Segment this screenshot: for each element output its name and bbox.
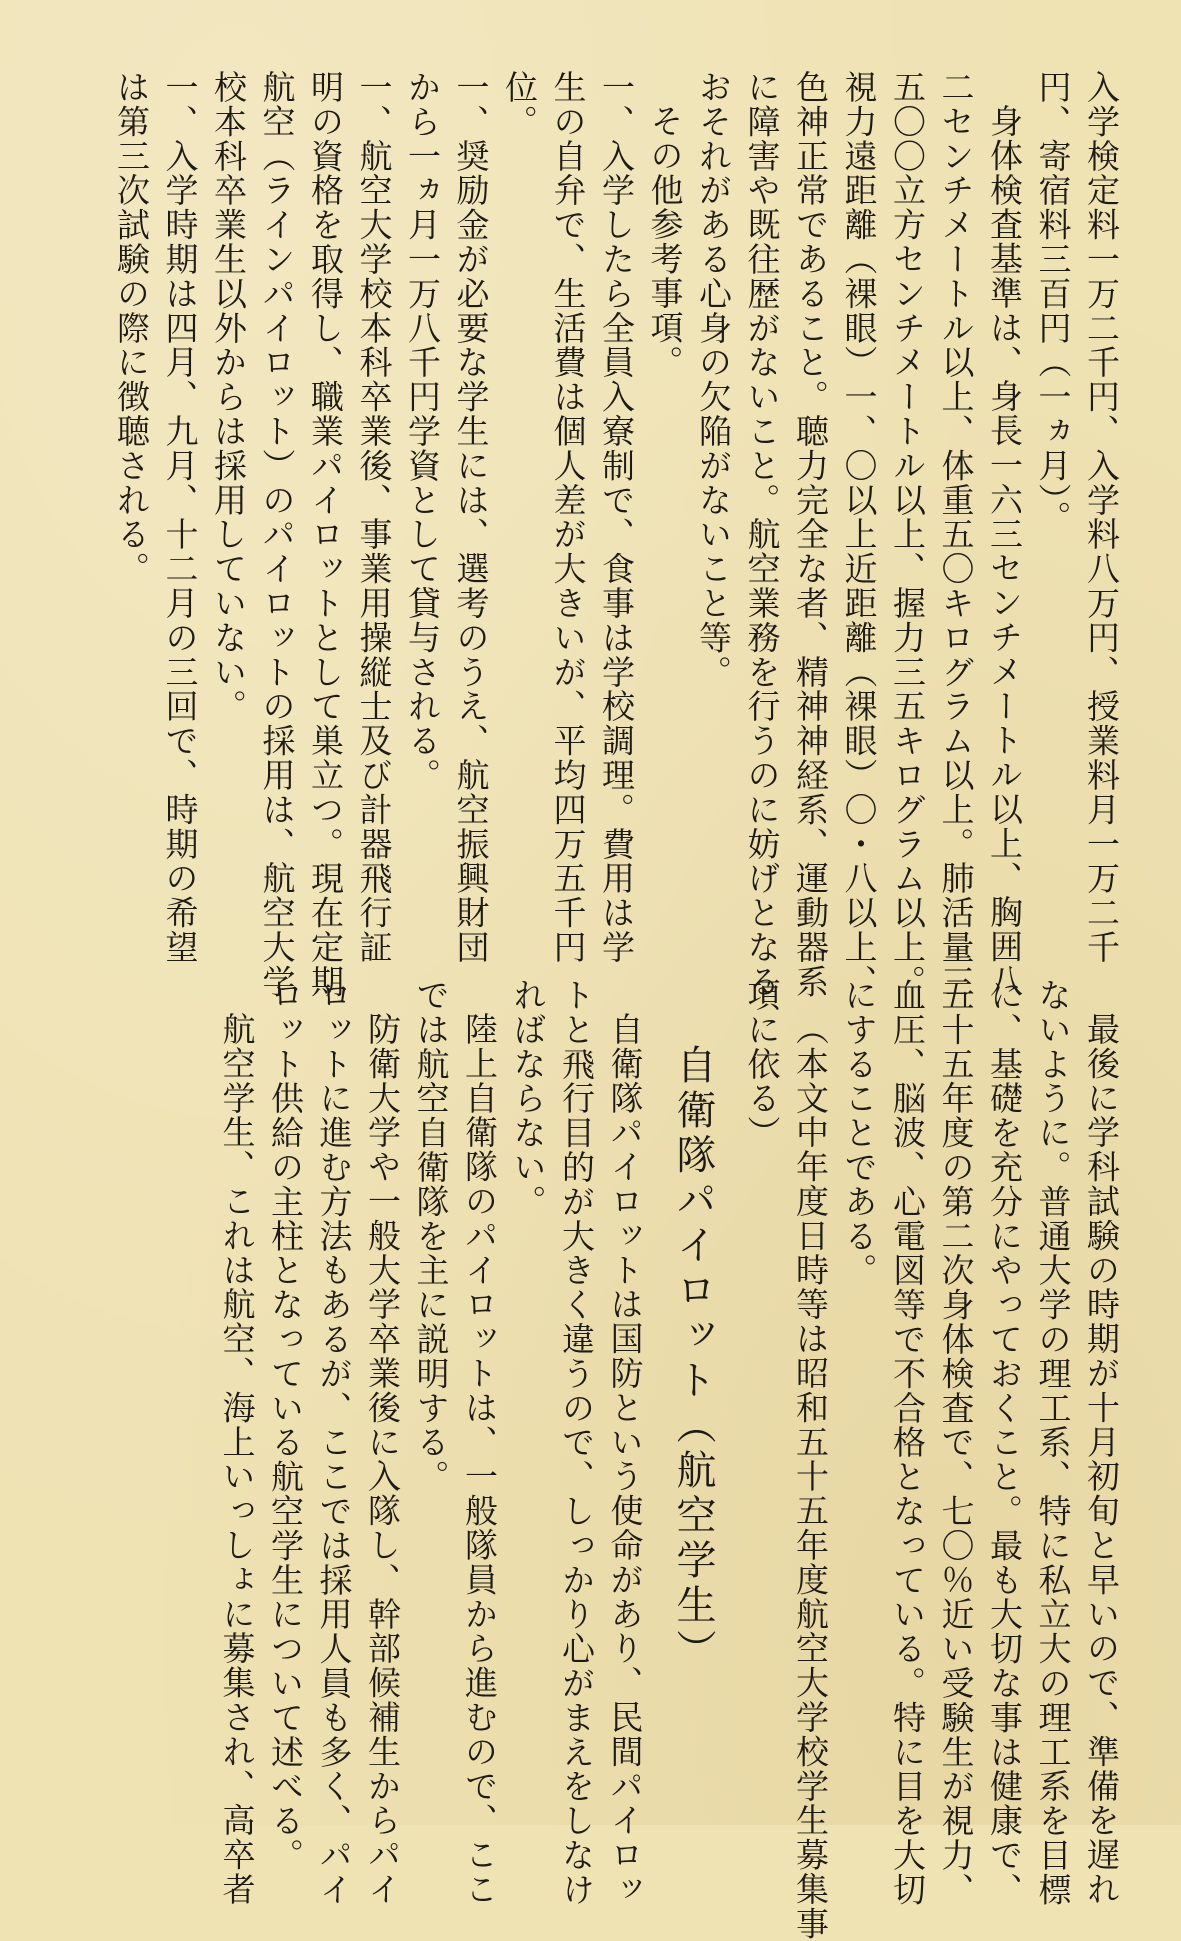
text-column: にすることである。 <box>839 978 879 1288</box>
text-column: 一、入学時期は四月、九月、十二月の三回で、時期の希望 <box>160 70 200 965</box>
text-column: 防衛大学や一般大学卒業後に入隊し、幹部候補生からパイ <box>363 1012 402 1907</box>
text-column: ないように。普通大学の理工系、特に私立大の理工系を目標 <box>1033 978 1073 1907</box>
text-column: 五十五年度の第二次身体検査で、七〇％近い受験生が視力、 <box>936 978 976 1907</box>
text-column: に、基礎を充分にやっておくこと。最も大切な事は健康で、 <box>985 978 1024 1907</box>
text-column: から一ヵ月一万八千円学資として貸与される。 <box>403 70 442 793</box>
text-column: 陸上自衛隊のパイロットは、一般隊員から進むので、ここ <box>460 1012 499 1907</box>
upper-text-block <box>107 36 1126 999</box>
lower-text-block <box>212 944 1125 1941</box>
text-column: 入学検定料一万二千円、入学料八万円、授業料月一万二千 <box>1082 70 1121 965</box>
text-column: 円、寄宿料三百円（一ヵ月）。 <box>1033 70 1073 536</box>
text-column: ロットに進む方法もあるが、ここでは採用人員も多く、パイ <box>314 978 354 1907</box>
text-column: 一、航空大学校本科卒業後、事業用操縦士及び計器飛行証 <box>354 70 394 965</box>
text-column: （本文中年度日時等は昭和五十五年度航空大学校学生募集事 <box>791 1012 830 1941</box>
text-column: 一、奨励金が必要な学生には、選考のうえ、航空振興財団 <box>451 70 491 965</box>
text-column: 航空（ラインパイロット）のパイロットの採用は、航空大学 <box>257 70 297 999</box>
text-column: 位。 <box>500 70 539 139</box>
text-column: ればならない。 <box>508 978 548 1219</box>
text-column: 血圧、脳波、心電図等で不合格となっている。特に目を大切 <box>888 978 927 1907</box>
text-column: 生の自弁で、生活費は個人差が大きいが、平均四万五千円 <box>548 70 588 965</box>
text-column: 色神正常であること。聴力完全な者、精神神経系、運動器系 <box>791 70 830 999</box>
text-column: では航空自衛隊を主に説明する。 <box>411 978 451 1494</box>
text-column: 航空学生、これは航空、海上いっしょに募集され、高卒者 <box>217 1012 257 1907</box>
text-column: 校本科卒業生以外からは採用していない。 <box>209 70 248 724</box>
text-column: は第三次試験の際に徴聴される。 <box>112 70 151 586</box>
text-column: 視力遠距離（裸眼）一、〇以上近距離（裸眼）〇・八以上、 <box>839 70 879 999</box>
text-column: 明の資格を取得し、職業パイロットとして巣立つ。現在定期 <box>306 70 345 999</box>
text-column: 五〇〇立方センチメートル以上、握力三五キログラム以上。 <box>888 70 927 999</box>
text-column: おそれがある心身の欠陥がないこと等。 <box>694 70 733 690</box>
text-column: 自衛隊パイロットは国防という使命があり、民間パイロッ <box>605 1012 645 1907</box>
text-column: ロット供給の主柱となっている航空学生について述べる。 <box>266 978 305 1873</box>
text-column: その他参考事項。 <box>645 104 685 380</box>
text-column: 二センチメートル以上、体重五〇キログラム以上。肺活量三 <box>936 70 976 999</box>
text-column: 一、入学したら全員入寮制で、食事は学校調理。費用は学 <box>597 70 636 965</box>
text-column: トと飛行目的が大きく違うので、しっかり心がまえをしなけ <box>557 978 596 1907</box>
text-column: 項に依る） <box>742 978 782 1150</box>
text-column: 最後に学科試験の時期が十月初旬と早いので、準備を遅れ <box>1082 1012 1121 1907</box>
text-column: に障害や既往歴がないこと。航空業務を行うのに妨げとなる <box>742 70 782 999</box>
text-column: 身体検査基準は、身長一六三センチメートル以上、胸囲八 <box>985 104 1024 999</box>
section-heading: 自衛隊パイロット（航空学生） <box>670 1044 716 1674</box>
